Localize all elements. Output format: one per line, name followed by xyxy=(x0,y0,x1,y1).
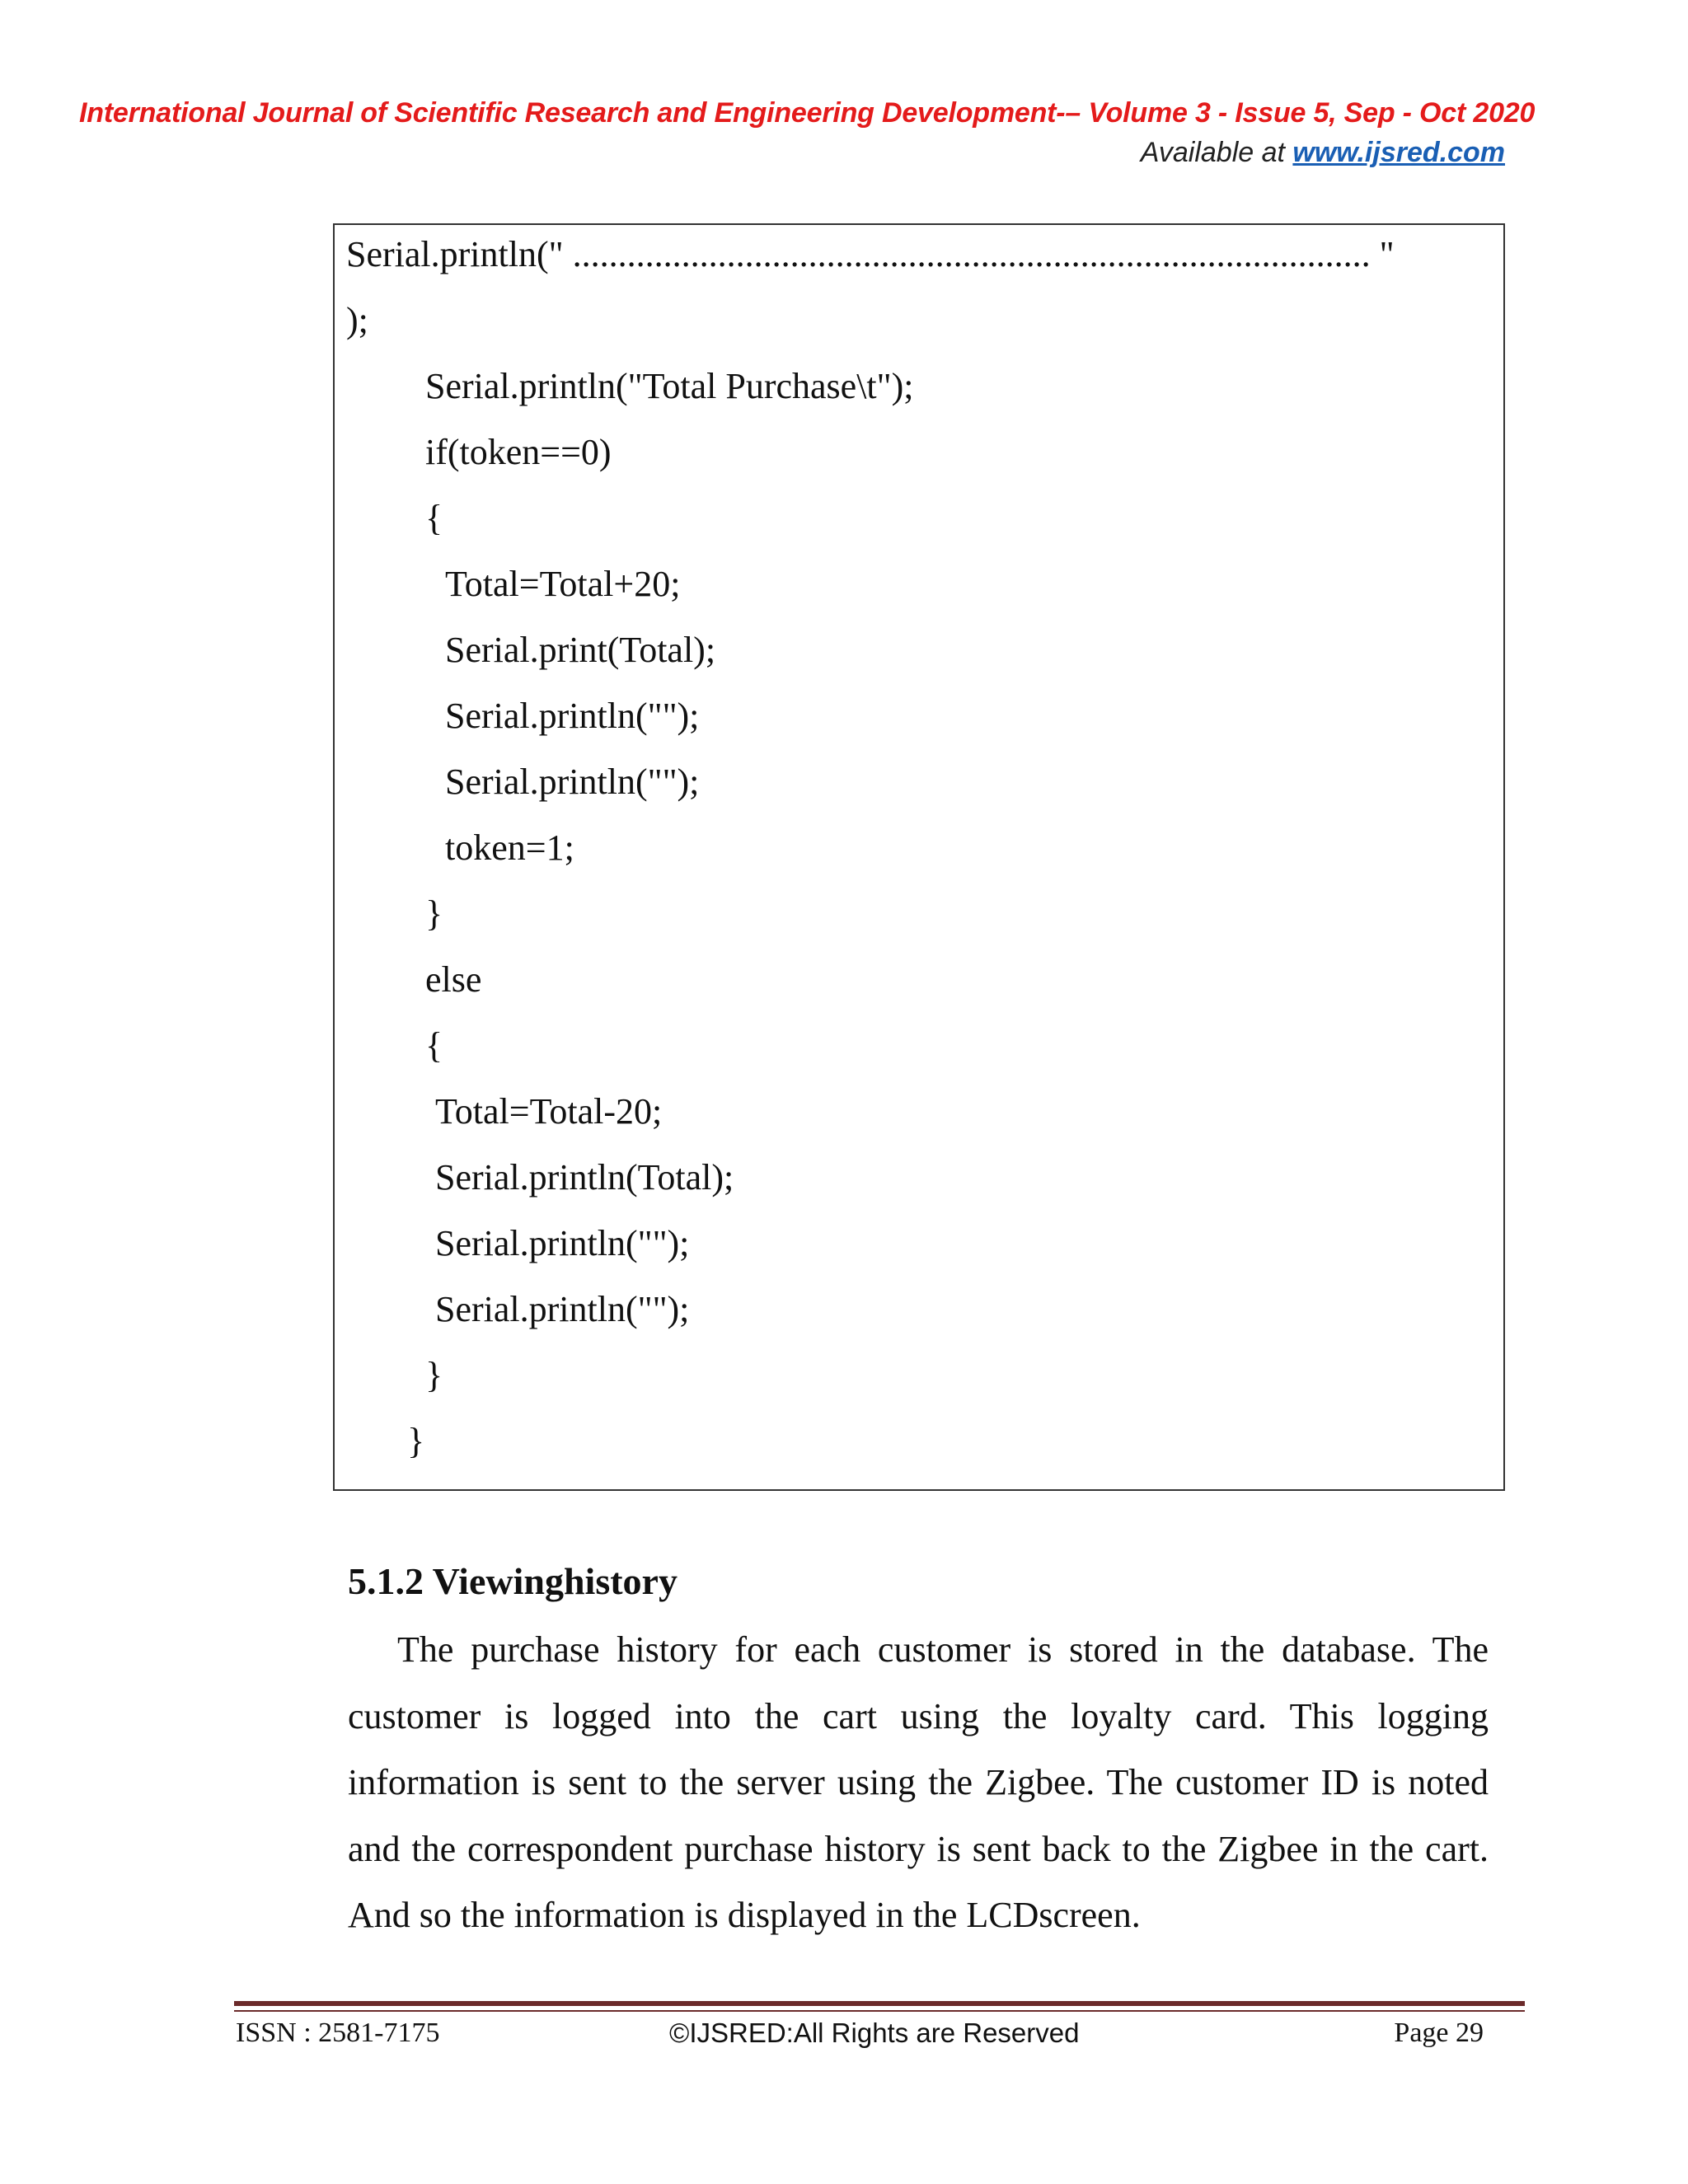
footer-page-number: Page 29 xyxy=(1394,2018,1484,2048)
code-line: Serial.println(""); xyxy=(435,1289,690,1329)
available-prefix: Available at xyxy=(1140,137,1293,168)
code-line: if(token==0) xyxy=(425,432,612,472)
body-paragraph: The purchase history for each customer is stored in the database. The customer is logged into the cart using the loyalty card. This logging information is sent to the server using the Zigbee. The customer ID is noted and the correspondent purchase history is sent back to the Zigbee in the cart. And so the information is displayed in the LCDscreen. xyxy=(348,1629,1489,1935)
code-line: else xyxy=(425,959,482,1000)
code-line: Total=Total+20; xyxy=(445,564,681,604)
footer-copyright: ©IJSRED:All Rights are Reserved xyxy=(669,2018,1080,2048)
code-line: } xyxy=(425,893,443,934)
footer-rule-thin xyxy=(234,2010,1525,2012)
journal-header: International Journal of Scientific Research and Engineering Development-– Volume 3 - Issue 5, Sep - Oct 2020 xyxy=(79,97,1536,129)
code-listing-box xyxy=(333,223,1505,1491)
code-line: Serial.println(" ........................................................................................ " xyxy=(346,234,1395,274)
code-line: Serial.print(Total); xyxy=(445,630,716,670)
code-line: Total=Total-20; xyxy=(435,1091,663,1132)
code-line: ); xyxy=(346,300,368,340)
code-line: { xyxy=(425,1025,443,1066)
code-line: Serial.println(Total); xyxy=(435,1157,734,1197)
journal-website-link[interactable]: www.ijsred.com xyxy=(1292,137,1505,168)
code-line: token=1; xyxy=(445,827,574,868)
availability-line xyxy=(1141,137,1505,169)
code-line: Serial.println(""); xyxy=(435,1223,690,1263)
code-line: } xyxy=(407,1421,425,1461)
code-line: } xyxy=(425,1355,443,1395)
code-line: Serial.println(""); xyxy=(445,762,700,802)
code-line: Serial.println(""); xyxy=(445,696,700,736)
footer-rule xyxy=(234,2001,1525,2006)
section-heading: 5.1.2 Viewinghistory xyxy=(348,1560,678,1602)
code-line: { xyxy=(425,498,443,538)
footer-issn: ISSN : 2581-7175 xyxy=(236,2018,440,2048)
code-line: Serial.println("Total Purchase\t"); xyxy=(425,366,914,406)
